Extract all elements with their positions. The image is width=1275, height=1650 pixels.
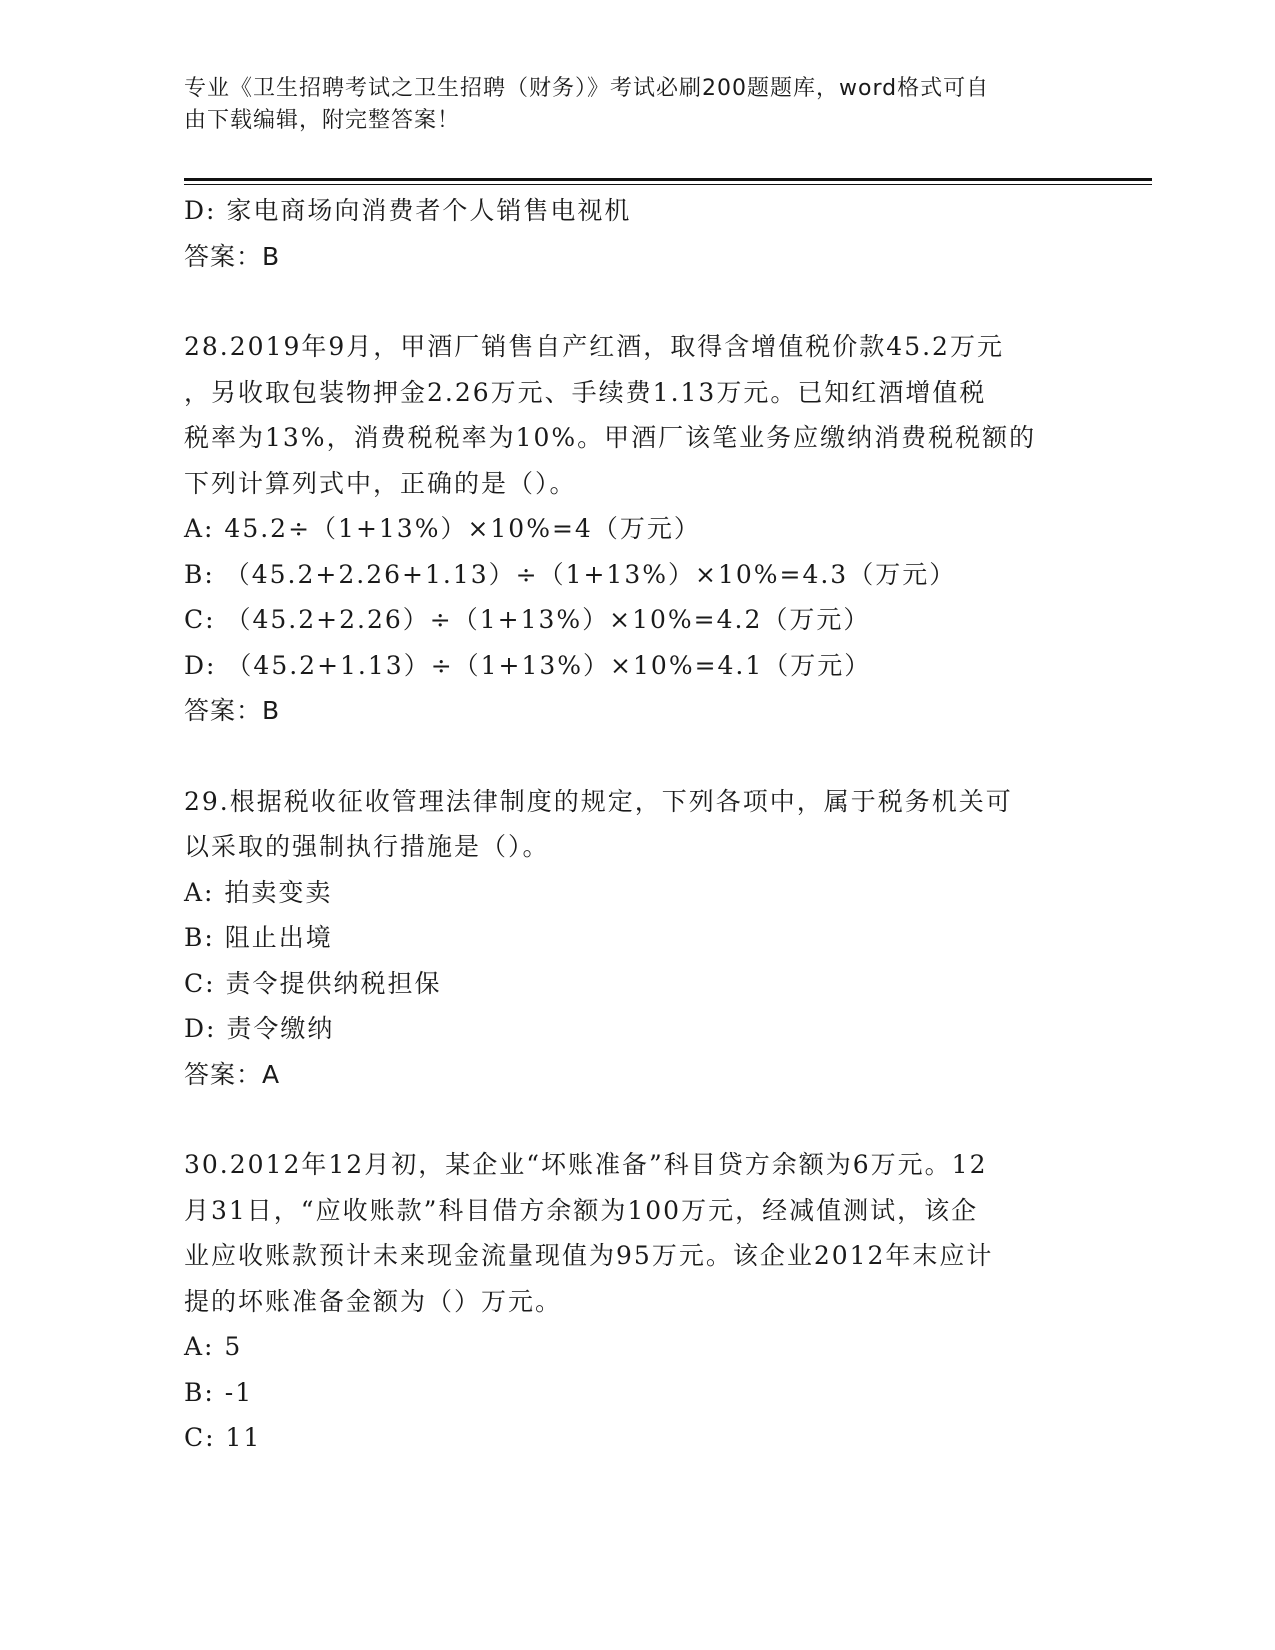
spacer <box>184 734 1084 779</box>
question-text-line: 月31日，“应收账款”科目借方余额为100万元，经减值测试，该企 <box>184 1195 979 1225</box>
document-body <box>184 188 1084 1461</box>
question-text-line: 29.根据税收征收管理法律制度的规定，下列各项中，属于税务机关可 <box>184 786 1013 816</box>
question-29 <box>184 779 1084 1098</box>
question-text-line: 税率为13%，消费税税率为10%。甲酒厂该笔业务应缴纳消费税税额的 <box>184 423 1037 452</box>
option-a: A: 拍卖变卖 <box>184 877 333 907</box>
question-text-line: 下列计算列式中，正确的是（）。 <box>184 468 577 498</box>
option-d: D: （45.2+1.13）÷（1+13%）×10%=4.1（万元） <box>184 650 872 680</box>
question-27-tail <box>184 188 1084 279</box>
answer: 答案：B <box>184 696 281 725</box>
option-c: C: （45.2+2.26）÷（1+13%）×10%=4.2（万元） <box>184 605 871 634</box>
option-d: D: 责令缴纳 <box>184 1014 335 1043</box>
page-header <box>184 73 1064 137</box>
option-b: B: 阻止出境 <box>184 923 333 952</box>
answer: 答案：A <box>184 1059 281 1089</box>
question-text-line: 业应收账款预计未来现金流量现值为95万元。该企业2012年末应计 <box>184 1241 994 1270</box>
header-line-1: 专业《卫生招聘考试之卫生招聘（财务）》考试必刷200题题库，word格式可自 <box>184 76 990 101</box>
option-d: D: 家电商场向消费者个人销售电视机 <box>184 196 632 225</box>
option-b: B: （45.2+2.26+1.13）÷（1+13%）×10%=4.3（万元） <box>184 559 957 589</box>
question-text-line: ，另收取包装物押金2.26万元、手续费1.13万元。已知红酒增值税 <box>184 377 987 407</box>
spacer <box>184 1097 1084 1142</box>
option-a: A: 45.2÷（1+13%）×10%=4（万元） <box>184 514 701 543</box>
answer: 答案：B <box>184 241 281 271</box>
option-a: A: 5 <box>184 1332 243 1361</box>
question-text-line: 提的坏账准备金额为（）万元。 <box>184 1286 563 1316</box>
header-rule-thick <box>184 178 1152 181</box>
question-28 <box>184 324 1084 734</box>
option-b: B: -1 <box>184 1377 254 1407</box>
option-c: C: 责令提供纳税担保 <box>184 968 442 998</box>
question-30 <box>184 1142 1084 1461</box>
header-line-2: 由下载编辑，附完整答案！ <box>184 108 461 133</box>
question-text-line: 以采取的强制执行措施是（）。 <box>184 832 550 861</box>
spacer <box>184 279 1084 324</box>
question-text-line: 30.2012年12月初，某企业“坏账准备”科目贷方余额为6万元。12 <box>184 1150 988 1179</box>
option-c: C: 11 <box>184 1423 262 1452</box>
question-text-line: 28.2019年9月，甲酒厂销售自产红酒，取得含增值税价款45.2万元 <box>184 332 1004 361</box>
header-rule-thin <box>184 184 1152 185</box>
